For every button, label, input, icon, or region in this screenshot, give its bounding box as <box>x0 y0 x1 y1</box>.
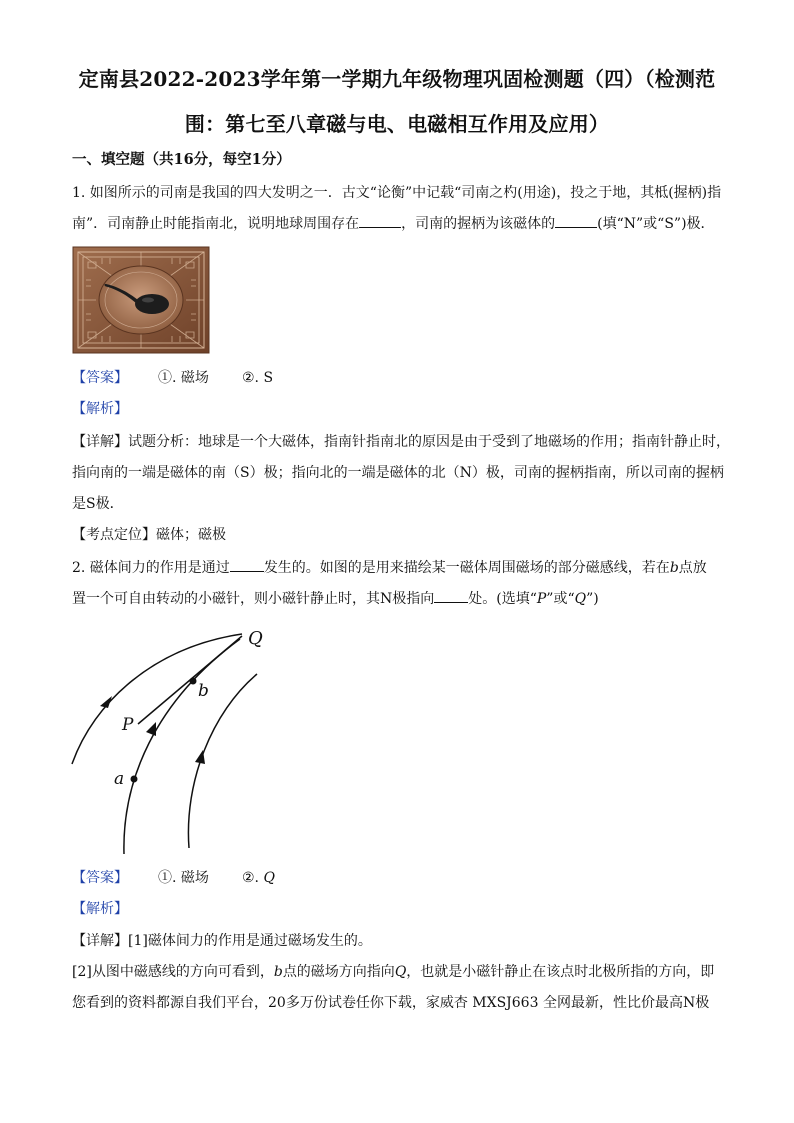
page-title-line-1: 定南县2022-2023学年第一学期九年级物理巩固检测题（四）（检测范 <box>78 67 716 91</box>
q2-answer-1: ①. 磁场 <box>158 870 209 886</box>
q1-line-2 <box>72 213 736 234</box>
label-q: Q <box>248 628 263 649</box>
q2-var-p: P <box>536 591 547 607</box>
field-line-middle <box>124 639 240 854</box>
field-line-left <box>72 634 242 764</box>
q2-detail-2e: ，也就是小磁针静止在该点时北极所指的方向，即 <box>406 964 715 980</box>
q1-answer <box>72 368 274 388</box>
q2-detail-2 <box>72 962 736 982</box>
q2-text-c: 点放 <box>678 560 707 576</box>
q2-text-a: 2. 磁体间力的作用是通过 <box>72 560 230 576</box>
q2-text-f: ”或“ <box>546 591 575 607</box>
q2-detail-2a: [2]从图中磁感线的方向可看到， <box>72 964 274 980</box>
point-b <box>190 678 197 685</box>
q2-answer-2 <box>242 868 275 888</box>
q2-text-d: 置一个可自由转动的小磁针，则小磁针静止时，其N极指向 <box>72 591 435 607</box>
q1-line-1: 1. 如图所示的司南是我国的四大发明之一．古文“论衡”中记载“司南之杓(用途)，投之于地，其柢(握柄)指 <box>72 185 722 201</box>
q2-text-b: 发生的。如图的是用来描绘某一磁体周围磁场的部分磁感线，若在 <box>263 560 670 576</box>
q2-blank-2 <box>434 588 468 603</box>
section-heading: 一、填空题（共16分，每空1分） <box>72 151 291 168</box>
q2-detail-2b: b <box>273 964 283 980</box>
q1-blank-1 <box>359 213 401 228</box>
q1-text-b: ，司南的握柄为该磁体的 <box>401 216 556 232</box>
label-p: P <box>122 715 134 735</box>
q1-answer-1: ①. 磁场 <box>158 370 209 386</box>
q1-detail-1: 【详解】试题分析：地球是一个大磁体，指南针指南北的原因是由于受到了地磁场的作用；指南针静止时， <box>72 434 730 450</box>
page-title-line-2: 围：第七至八章磁与电、电磁相互作用及应用） <box>184 112 610 136</box>
q2-detail-2d: Q <box>394 964 407 980</box>
q2-var-q: Q <box>574 591 587 607</box>
q2-detail-3: 您看到的资料都源自我们平台，20多万份试卷任你下载，家威杏 MXSJ663 全网最新，性比价最高N极 <box>72 995 710 1011</box>
q2-text-g: ”) <box>586 591 599 607</box>
q2-text-e: 处。(选填“ <box>468 591 537 607</box>
sinan-compass-image <box>72 246 210 354</box>
point-a <box>131 776 138 783</box>
q2-analysis-label: 【解析】 <box>72 901 128 917</box>
q1-blank-2 <box>555 213 597 228</box>
q1-detail-2: 指向南的一端是磁体的南（S）极；指向北的一端是磁体的北（N）极，司南的握柄指南，所以司南的握柄 <box>72 465 724 481</box>
label-a: a <box>114 769 125 789</box>
q1-detail-3: 是S极． <box>72 496 124 512</box>
label-b: b <box>198 681 209 701</box>
q1-text-a: 南”．司南静止时能指南北，说明地球周围存在 <box>72 216 360 232</box>
q2-blank-1 <box>230 557 264 572</box>
arrow-middle-line <box>146 722 156 736</box>
q1-analysis-label: 【解析】 <box>72 401 128 417</box>
q2-answer-2-num: ②. <box>242 870 264 886</box>
magnetic-field-lines-diagram <box>64 622 284 854</box>
q2-line-2 <box>72 588 736 609</box>
q2-answer-label: 【答案】 <box>72 870 128 886</box>
q1-text-c: (填“N”或“S”)极． <box>597 216 715 232</box>
q2-var-b: b <box>669 560 679 576</box>
q2-detail-1: 【详解】[1]磁体间力的作用是通过磁场发生的。 <box>72 933 372 949</box>
q2-line-1 <box>72 557 736 578</box>
q2-answer-2-var: Q <box>263 870 275 886</box>
q1-knowledge-point: 【考点定位】磁体；磁极 <box>72 527 226 543</box>
q2-answer <box>72 868 275 888</box>
q1-answer-2: ②. S <box>242 370 274 386</box>
q1-answer-label: 【答案】 <box>72 370 128 386</box>
q2-detail-2c: 点的磁场方向指向 <box>282 964 395 980</box>
